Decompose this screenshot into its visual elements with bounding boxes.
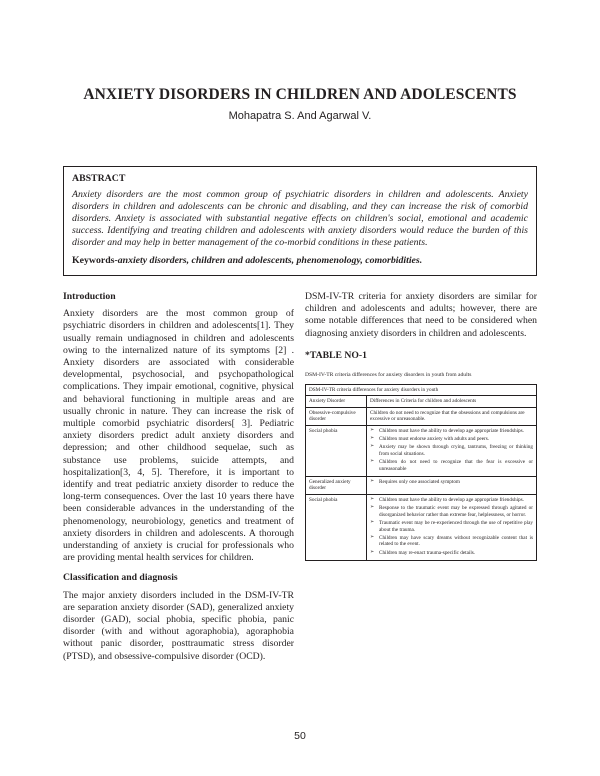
table-row bbox=[306, 477, 537, 495]
criteria-cell bbox=[367, 494, 537, 560]
table-row bbox=[306, 494, 537, 560]
authors: Mohapatra S. And Agarwal V. bbox=[228, 110, 372, 122]
table-number: *TABLE NO-1 bbox=[305, 349, 367, 361]
criteria-cell bbox=[367, 425, 537, 476]
criteria-item: ➢ Requires only one associated symptom bbox=[370, 479, 533, 485]
table-row bbox=[306, 425, 537, 476]
table-row bbox=[306, 407, 537, 425]
keywords bbox=[72, 255, 528, 267]
dsm-paragraph: DSM-IV-TR criteria for anxiety disorders are similar for children and adolescents and adults; however, there are some notable differences that need to be considered when diagnosing anxiety disorders in children and adolescents. bbox=[305, 291, 537, 339]
criteria-item: ➢ Response to the traumatic event may be expressed through agitated or disorganized behavior rather than extreme fear, helplessness, or horror. bbox=[370, 505, 533, 518]
criteria-item: ➢ Traumatic event may be re-experienced through the use of repetitive play about the trauma. bbox=[370, 520, 533, 533]
introduction-heading: Introduction bbox=[63, 291, 116, 302]
table-title-row bbox=[306, 385, 537, 396]
col-header-disorder: Anxiety Disorder bbox=[306, 396, 367, 407]
table-header-row bbox=[306, 396, 537, 407]
paper-title: ANXIETY DISORDERS IN CHILDREN AND ADOLESCENTS bbox=[83, 86, 517, 103]
keywords-list: anxiety disorders, children and adolescents, phenomenology, comorbidities. bbox=[117, 255, 423, 266]
abstract-box bbox=[63, 166, 537, 276]
left-column bbox=[63, 291, 294, 669]
abstract-body: Anxiety disorders are the most common group of psychiatric disorders in children and adolescents. Anxiety disorders in children and adolescents can be chronic and disabling, and they can increase the risk of comorbid disorders. Anxiety is associated with substantial negative effects on children's social, emotional and academic success. Identifying and treating children and adolescents with anxiety disorders would reduce the burden of this disorder and may help in better management of the co-morbid conditions in these patients. bbox=[72, 189, 528, 248]
right-column bbox=[305, 291, 537, 379]
disorder-cell: Social phobia bbox=[306, 494, 367, 560]
criteria-item: ➢ Children must endorse anxiety with adults and peers. bbox=[370, 436, 533, 442]
col-header-differences: Differences in Criteria for children and adolescents bbox=[367, 396, 537, 407]
dsm-criteria-table bbox=[305, 384, 537, 561]
criteria-item: ➢ Children do not need to recognize that the fear is excessive or unreasonable bbox=[370, 459, 533, 472]
disorder-cell: Obsessive-compulsive disorder bbox=[306, 407, 367, 425]
criteria-cell: Children do not need to recognize that the obsessions and compulsions are excessive or unreasonable. bbox=[367, 407, 537, 425]
disorder-cell: Social phobia bbox=[306, 425, 367, 476]
classification-paragraph: The major anxiety disorders included in the DSM-IV-TR are separation anxiety disorder (SAD), generalized anxiety disorder (GAD), social phobia, specific phobia, panic disorder (with and without agoraphobia), agoraphobia without panic disorder, posttraumatic stress disorder (PTSD), and obsessive-compulsive disorder (OCD). bbox=[63, 589, 294, 662]
disorder-cell: Generalized anxiety disorder bbox=[306, 477, 367, 495]
introduction-paragraph: Anxiety disorders are the most common group of psychiatric disorders in children and adolescents[1]. They usually remain undiagnosed in children and adolescents owing to the internalized nature of its symptoms [2] . Anxiety disorders are associated with considerable developmental, psychosocial, and psychopathological complications. They impair emotional, cognitive, physical and behavioral functioning in multiple areas and are usually chronic in nature. They can increase the risk of multiple comorbid psychiatric disorders[ 3]. Pediatric anxiety disorders predict adult anxiety disorders and depression; and other childhood sequelae, such as substance use problems, suicide attempts, and hospitalization[3, 4, 5]. Therefore, it is important to identify and treat pediatric anxiety disorder to reduce the long-term consequences. Over the last 10 years there have been considerable advances in the understanding of the phenomenology, neurobiology, genetics and treatment of anxiety disorders in children and adolescents. A thorough understanding of anxiety is crucial for professionals who are providing mental health services for children. bbox=[63, 308, 294, 564]
criteria-item: ➢ Anxiety may be shown through crying, tantrums, freezing or thinking from social situations. bbox=[370, 444, 533, 457]
table-caption: DSM-IV-TR criteria differences for anxiety disorders in youth from adults bbox=[305, 372, 472, 379]
criteria-item: ➢ Children may re-enact trauma-specific details. bbox=[370, 550, 533, 556]
criteria-item: ➢ Children must have the ability to develop age appropriate friendships. bbox=[370, 428, 533, 434]
criteria-item: ➢ Children may have scary dreams without recognizable content that is related to the event. bbox=[370, 535, 533, 548]
criteria-item: ➢ Children must have the ability to develop age appropriate friendships. bbox=[370, 497, 533, 503]
criteria-cell bbox=[367, 477, 537, 495]
classification-heading: Classification and diagnosis bbox=[63, 572, 178, 584]
keywords-label: Keywords- bbox=[72, 255, 118, 266]
table-title: DSM-IV-TR criteria differences for anxiety disorders in youth bbox=[306, 385, 537, 396]
page-number: 50 bbox=[294, 730, 306, 742]
abstract-heading: ABSTRACT bbox=[72, 173, 126, 184]
